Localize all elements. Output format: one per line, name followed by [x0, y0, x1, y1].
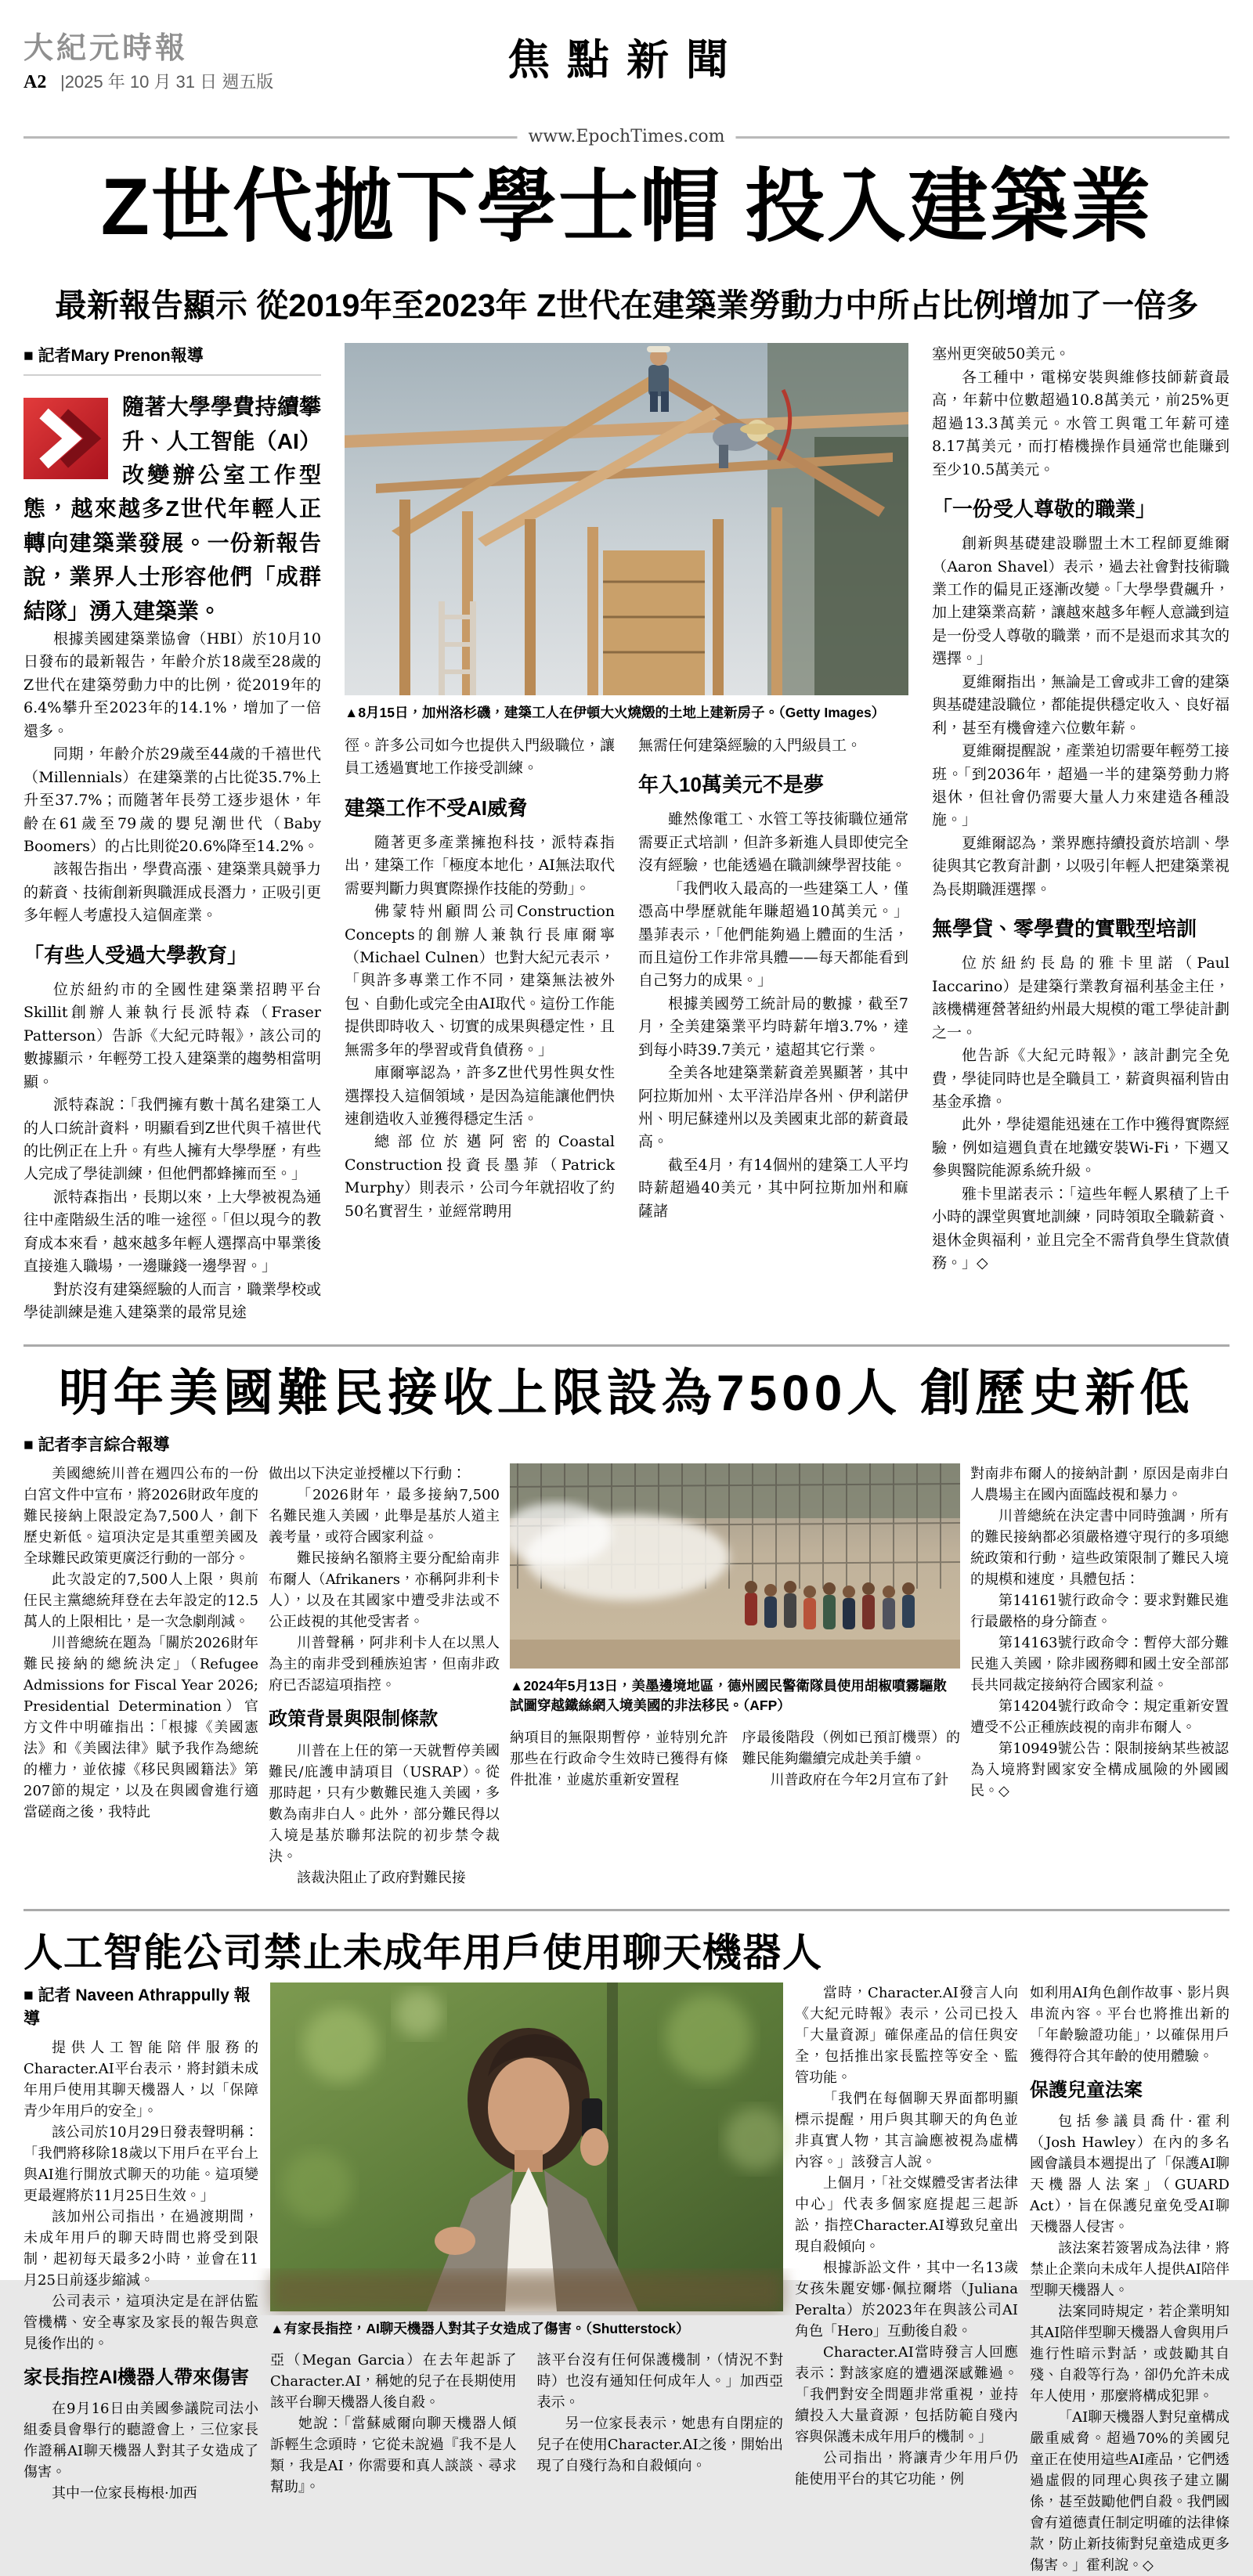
article1-middle: [345, 343, 908, 1324]
paragraph: 位於紐約長島的雅卡里諾（Paul Iaccarino）是建築行業教育福利基金主任，該機構運營著紐約州最大規模的電工學徒計劃之一。: [932, 954, 1230, 1041]
date-text: |2025 年 10 月 31 日 週五版: [60, 71, 274, 92]
paragraph: 該法案若簽署成為法律，將禁止企業向未成年人提供AI陪伴型聊天機器人。: [1030, 2240, 1230, 2300]
article1-subheadline: 最新報告顯示 從2019年至2023年 Z世代在建築業勞動力中所占比例增加了一倍多: [54, 287, 1199, 324]
paragraph: 做出以下決定並授權以下行動：: [269, 1465, 466, 1482]
paragraph: 根據美國建築業協會（HBI）於10月10日發布的最新報告，年齡介於18歲至28歲的Z世代在建築勞動力中的比例，從2019年的6.4%攀升至2023年的14.1%，增加了一倍還多。: [23, 630, 321, 740]
border-photo: [510, 1463, 960, 1669]
paragraph: 其中一位家長梅根·加西: [52, 2485, 197, 2502]
paragraph: 公司表示，這項決定是在評估監管機構、安全專家及家長的報告與意見後作出的。: [23, 2293, 258, 2352]
article2-byline: ■ 記者李言綜合報導: [23, 1435, 170, 1454]
website-url: www.EpochTimes.com: [517, 127, 735, 146]
paragraph: 「我們在每個聊天界面都明顯標示提醒，用戶與其聊天的角色並非真實人物，其言論應被視為虛構內容。」該發言人說。: [795, 2090, 1018, 2170]
article1-lede-text: 隨著大學學費持續攀升、人工智能（AI）改變辦公室工作型態，越來越多Z世代年輕人正轉向建築業發展。一份新報告說，業界人士形容他們「成群結隊」湧入建築業。: [23, 395, 321, 623]
article2-col4: [742, 1727, 961, 1791]
article1-headline: Z世代拋下學士帽 投入建築業: [100, 162, 1153, 251]
paragraph: 「2026財年，最多接納7,500名難民進入美國，此舉是基於人道主義考量，或符合國家利益。: [269, 1486, 500, 1546]
paragraph: 無需任何建築經驗的入門級員工。: [638, 736, 862, 754]
article3-subhead-parents: 家長指控AI機器人帶來傷害: [23, 2366, 249, 2388]
paragraph: 川普總統在題為「關於2026財年難民接納的總統決定」（Refugee Admissions for Fiscal Year 2026; Presidential Determination）官方文件中明確指出：「根據《美國憲法》和《美國法律》賦予我作為總統的權力，並依據《移民與國籍法》第207節的規定，以及在與國會進行適當磋商之後，我特此: [23, 1634, 258, 1820]
article1-col1: [23, 343, 321, 1324]
article-1: [23, 161, 1230, 1324]
article3-headline: 人工智能公司禁止未成年用戶使用聊天機器人: [23, 1930, 822, 1975]
article3-columns: [23, 1983, 1230, 2576]
article1-lede: [23, 390, 321, 628]
red-arrow-icon: [23, 398, 108, 479]
article3-col3: [537, 2350, 784, 2498]
article2-col2: [269, 1463, 500, 1889]
woman-phone-photo: [270, 1983, 783, 2311]
paragraph: 川普總統在決定書中同時強調，所有的難民接納都必須嚴格遵守現行的多項總統政策和行動，這些政策限制了難民入境的規模和速度，具體包括：: [970, 1507, 1229, 1588]
article3-subhead-law: 保護兒童法案: [1030, 2079, 1143, 2101]
article1-subhead-training: 無學貸、零學費的實戰型培訓: [932, 917, 1197, 941]
article3-middle: [270, 1983, 783, 2576]
paragraph: 佛蒙特州顧問公司Construction Concepts的創辦人兼執行長庫爾寧（Michael Culnen）也對大紀元表示，「與許多專業工作不同，建築無法被外包、自動化或完全由AI取代。這份工作能提供即時收入、切實的成果與穩定性，且無需多年的學習或背負債務。」: [345, 903, 615, 1059]
article1-subcolumns: [345, 734, 908, 1224]
paragraph: Character.AI當時發言人回應表示：對該家庭的遭遇深感難過。「我們對安全問題非常重視，並持續投入大量資源，包括防範自殘內容與保護未成年用戶的機制。」: [795, 2343, 1018, 2445]
paragraph: 第14204號行政命令：規定重新安置遭受不公正種族歧視的南非布爾人。: [970, 1697, 1229, 1736]
paragraph: 各工種中，電梯安裝與維修技師薪資最高，年薪中位數超過10.8萬美元，前25%更超過13.3萬美元。水管工與電工年薪可達8.17萬美元，而打樁機操作員通常也能賺到至少10.5萬美元。: [932, 368, 1230, 478]
paragraph: 亞（Megan Garcia）在去年起訴了Character.AI，稱她的兒子在長期使用該平台聊天機器人後自殺。: [270, 2352, 517, 2412]
paragraph: 庫爾寧認為，許多Z世代男性與女性選擇投入這個領域，是因為這能讓他們快速創造收入並獲得穩定生活。: [345, 1064, 615, 1127]
paragraph: 美國總統川普在週四公布的一份白宮文件中宣布，將2026財政年度的難民接納上限設定為7,500人，創下歷史新低。這項決定是其重塑美國及全球難民政策更廣泛行動的一部分。: [23, 1465, 258, 1567]
paragraph: 隨著更多產業擁抱科技，派特森指出，建築工作「極度本地化，AI無法取代需要判斷力與實際操作技能的勞動」。: [345, 833, 615, 897]
article3-col5: [1030, 1983, 1230, 2576]
paragraph: 創新與基礎建設聯盟土木工程師夏維爾（Aaron Shavel）表示，過去社會對技術職業工作的偏見正逐漸改變。「大學學費飆升，加上建築業高薪，讓越來越多年輕人意識到這是一份受人尊敬的職業，而不是退而求其次的選擇。」: [932, 535, 1230, 668]
paragraph: 雅卡里諾表示：「這些年輕人累積了上千小時的課堂與實地訓練，同時領取全職薪資、退休金與福利，並且完全不需背負學生貸款債務。」◇: [932, 1185, 1230, 1272]
article-divider: [23, 1344, 1230, 1347]
paragraph: 在9月16日由美國參議院司法小組委員會舉行的聽證會上，三位家長作證稱AI聊天機器人對其子女造成了傷害。: [23, 2401, 258, 2481]
paragraph: 該公司於10月29日發表聲明稱：「我們將移除18歲以下用戶在平台上與AI進行開放式聊天的功能。這項變更最遲將於11月25日生效。」: [23, 2123, 258, 2204]
article1-columns: [23, 343, 1230, 1324]
article1-byline: ■ 記者Mary Prenon報導: [23, 343, 321, 376]
article2-middle: [510, 1463, 960, 1889]
paragraph: 根據美國勞工統計局的數據，截至7月，全美建築業平均時薪年增3.7%，達到每小時39.7美元，遠超其它行業。: [638, 994, 908, 1059]
paragraph: 徑。許多公司如今也提供入門級職位，讓員工透過實地工作接受訓練。: [345, 736, 615, 777]
article1-subhead-income: 年入10萬美元不是夢: [638, 773, 824, 797]
header-rule: [23, 127, 1230, 147]
article2-photo-caption: ▲2024年5月13日，美墨邊境地區，德州國民警衛隊員使用胡椒噴霧驅散試圖穿越鐵絲網入境美國的非法移民。（AFP）: [510, 1677, 947, 1714]
article2-columns: [23, 1463, 1230, 1889]
paragraph: 此次設定的7,500人上限，與前任民主黨總統拜登在去年設定的12.5萬人的上限相比，是一次急劇削減。: [23, 1571, 258, 1630]
paragraph: 同期，年齡介於29歲至44歲的千禧世代（Millennials）在建築業的占比從35.7%上升至37.7%；而隨著年長勞工逐步退休，年齡在61歲至79歲的嬰兒潮世代（Baby Boomers）的占比則從20.6%降至14.2%。: [23, 745, 321, 855]
article1-col4: [932, 343, 1230, 1324]
paragraph: 川普政府在今年2月宣布了針: [770, 1771, 948, 1788]
paragraph: 該平台沒有任何保護機制，（情況不對時）也沒有通知任何成年人。」加西亞表示。: [536, 2352, 783, 2412]
article1-subhead-education: 「有些人受過大學教育」: [23, 943, 248, 967]
paragraph: 對於沒有建築經驗的人而言，職業學校或學徒訓練是進入建築業的最常見途: [23, 1280, 322, 1322]
paragraph: 法案同時規定，若企業明知其AI陪伴型聊天機器人會與用戶進行性暗示對話，或鼓勵其自殘、自殺等行為，卻仍允許未成年人使用，那麼將構成犯罪。: [1030, 2304, 1230, 2405]
article2-subhead-policy: 政策背景與限制條款: [269, 1708, 438, 1730]
masthead-logo: 大紀元時報: [23, 30, 189, 65]
article1-subhead-ai: 建築工作不受AI威脅: [345, 796, 529, 820]
article3-col2: [270, 2350, 517, 2498]
construction-photo: [345, 343, 908, 695]
paragraph: 另一位家長表示，她患有自閉症的兒子在使用Character.AI之後，開始出現了自殘行為和自殺傾向。: [536, 2415, 783, 2475]
paragraph: 第14161號行政命令：要求對難民進行最嚴格的身分篩查。: [970, 1592, 1229, 1630]
page-number: A2: [23, 71, 47, 92]
paragraph: 派特森說：「我們擁有數十萬名建築工人的人口統計資料，明顯看到Z世代與千禧世代的比例正在上升。有些人擁有大學學歷，有些人完成了學徒訓練，但他們都蜂擁而至。」: [23, 1096, 322, 1183]
article3-col1: [23, 1983, 258, 2576]
paragraph: 第14163號行政命令：暫停大部分難民進入美國，除非國務卿和國土安全部部長共同裁定接納符合國家利益。: [970, 1634, 1229, 1694]
article2-headline: 明年美國難民接收上限設為7500人 創歷史新低: [58, 1365, 1195, 1422]
paragraph: 「AI聊天機器人對兒童構成嚴重威脅。超過70%的美國兒童正在使用這些AI產品，它們透過虛假的同理心與孩子建立關係，甚至鼓勵他們自殺。我們國會有道德責任制定明確的法律條款，防止新技術對兒童造成更多傷害。」霍利說。◇: [1030, 2409, 1230, 2574]
paragraph: 納項目的無限期暫停，並特別允許那些在行政命令生效時已獲得有條件批准，並處於重新安置程: [510, 1729, 728, 1788]
article1-subhead-respected: 「一份受人尊敬的職業」: [932, 496, 1157, 521]
paragraph: 包括參議員喬什·霍利（Josh Hawley）在內的多名國會議員本週提出了「保護AI聊天機器人法案」（GUARD Act），旨在保護兒童免受AI聊天機器人侵害。: [1030, 2113, 1230, 2236]
paragraph: 該加州公司指出，在過渡期間，未成年用戶的聊天時間也將受到限制，起初每天最多2小時，並會在11月25日前逐步縮減。: [23, 2208, 258, 2289]
paragraph: 該裁決阻止了政府對難民接: [297, 1869, 466, 1886]
paragraph: 雖然像電工、水管工等技術職位通常需要正式培訓，但許多新進人員即使完全沒有經驗，也能透過在職訓練學習技能。: [638, 810, 908, 875]
paragraph: 該報告指出，學費高漲、建築業具競爭力的薪資、技術創新與職涯成長潛力，正吸引更多年輕人考慮投入這個產業。: [23, 860, 322, 925]
section-title: 焦點新聞: [507, 37, 746, 84]
article2-col3: [510, 1727, 728, 1791]
paragraph: 川普聲稱，阿非利卡人在以黑人為主的南非受到種族迫害，但南非政府已否認這項指控。: [269, 1634, 500, 1694]
paragraph: 夏維爾指出，無論是工會或非工會的建築與基礎建設職位，都能提供穩定收入、良好福利，甚至有機會達六位數年薪。: [932, 673, 1230, 737]
article-2: [23, 1366, 1230, 1888]
paragraph: 如利用AI角色創作故事、影片與串流內容。平台也將推出新的「年齡驗證功能」，以確保用戶獲得符合其年齡的使用體驗。: [1030, 1984, 1230, 2065]
paragraph: 第10949號公告：限制接納某些被認為入境將對國家安全構成風險的外國國民。◇: [970, 1740, 1229, 1799]
article3-col4: [795, 1983, 1018, 2576]
article-divider: [23, 1909, 1230, 1911]
article3-byline: ■ 記者 Naveen Athrappully 報導: [23, 1986, 251, 2028]
paragraph: 川普在上任的第一天就暫停美國難民/庇護申請項目（USRAP）。從那時起，只有少數難民進入美國，多數為南非白人。此外，部分難民得以入境是基於聯邦法院的初步禁令裁決。: [269, 1742, 500, 1865]
article2-col1: [23, 1463, 258, 1889]
article1-col2: [345, 734, 615, 1224]
paragraph: 派特森指出，長期以來，上大學被視為通往中產階級生活的唯一途徑。「但以現今的教育成本來看，越來越多年輕人選擇高中畢業後直接進入職場，一邊賺錢一邊學習。」: [23, 1188, 322, 1275]
article2-subcolumns: [510, 1727, 960, 1791]
paragraph: 他告訴《大紀元時報》，該計劃完全免費，學徒同時也是全職員工，薪資與福利皆由基金承擔。: [932, 1047, 1230, 1110]
paragraph: 夏維爾認為，業界應持續投資於培訓、學徒與其它教育計劃，以吸引年輕人把建築業視為長期職涯選擇。: [932, 834, 1230, 898]
paragraph: 總部位於邁阿密的Coastal Construction投資長墨菲（Patrick Murphy）則表示，公司今年就招收了約50名實習生，並經常聘用: [345, 1133, 615, 1220]
paragraph: 上個月，「社交媒體受害者法律中心」代表多個家庭提起三起訴訟，指控Character.AI導致兒童出現自殺傾向。: [795, 2174, 1018, 2255]
article-3: [23, 1932, 1230, 2576]
article3-subcolumns: [270, 2350, 783, 2498]
paragraph: 夏維爾提醒說，產業迫切需要年輕勞工接班。「到2036年，超過一半的建築勞動力將退休，但社會仍需要大量人力來建造各種設施。」: [932, 742, 1230, 829]
paragraph: 全美各地建築業薪資差異顯著，其中阿拉斯加州、太平洋沿岸各州、伊利諾伊州、明尼蘇達州以及美國東北部的薪資最高。: [638, 1064, 908, 1151]
paragraph: 當時，Character.AI發言人向《大紀元時報》表示，公司已投入「大量資源」確保產品的信任與安全，包括推出家長監控等安全、監管功能。: [795, 1984, 1018, 2086]
paragraph: 提供人工智能陪伴服務的Character.AI平台表示，將封鎖未成年用戶使用其聊天機器人，以「保障青少年用戶的安全」。: [23, 2039, 258, 2120]
paragraph: 難民接納名額將主要分配給南非布爾人（Afrikaners，亦稱阿非利卡人），以及在其國家中遭受非法或不公正歧視的其他受害者。: [269, 1550, 500, 1630]
paragraph: 對南非布爾人的接納計劃，原因是南非白人農場主在國內面臨歧視和暴力。: [970, 1465, 1229, 1503]
page-header: [23, 31, 1230, 124]
paragraph: 塞州更突破50美元。: [932, 345, 1071, 363]
paragraph: 「我們收入最高的一些建築工人，僅憑高中學歷就能年賺超過10萬美元。」墨菲表示，「他們能夠過上體面的生活，而且這份工作非常具體——每天都能看到自己努力的成果。」: [638, 879, 908, 990]
paragraph: 位於紐約市的全國性建築業招聘平台Skillit創辦人兼執行長派特森（Fraser Patterson）告訴《大紀元時報》，該公司的數據顯示，年輕勞工投入建築業的趨勢相當明顯。: [23, 980, 322, 1091]
paragraph: 公司指出，將讓青少年用戶仍能使用平台的其它功能，例: [795, 2449, 1018, 2488]
article1-photo-caption: ▲8月15日，加州洛杉磯，建築工人在伊頓大火燒燬的土地上建新房子。（Getty Images）: [345, 705, 886, 721]
article2-col5: [970, 1463, 1229, 1889]
paragraph: 截至4月，有14個州的建築工人平均時薪超過40美元，其中阿拉斯加州和麻薩諸: [638, 1156, 908, 1220]
paragraph: 根據訴訟文件，其中一名13歲女孩朱麗安娜·佩拉爾塔（Juliana Peralta）於2023年在與該公司AI角色「Hero」互動後自殺。: [795, 2259, 1018, 2340]
paragraph: 序最後階段（例如已預訂機票）的難民能夠繼續完成赴美手續。: [742, 1729, 960, 1767]
article3-photo-caption: ▲有家長指控，AI聊天機器人對其子女造成了傷害。（Shutterstock）: [270, 2320, 690, 2336]
paragraph: 她說：「當蘇威爾向聊天機器人傾訴輕生念頭時，它從未說過『我不是人類，我是AI，你需要和真人談談、尋求幫助』。: [270, 2415, 517, 2496]
article1-col3: [638, 734, 908, 1224]
paragraph: 此外，學徒還能迅速在工作中獲得實際經驗，例如這週負責在地鐵安裝Wi-Fi，下週又參與醫院能源系統升級。: [932, 1116, 1230, 1180]
